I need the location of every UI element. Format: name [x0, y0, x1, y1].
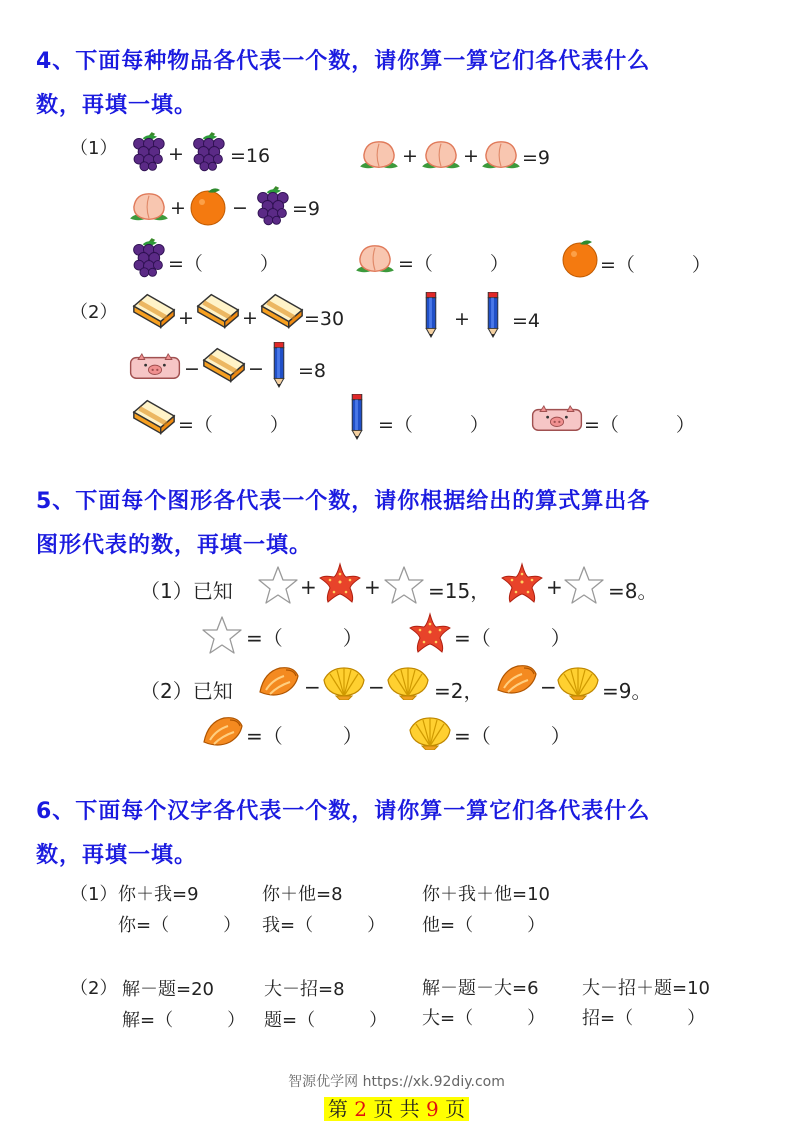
q4-p1-answer-peach[interactable]: =（ ） [398, 253, 509, 275]
q4-title-line1: 4、下面每种物品各代表一个数，请你算一算它们各代表什么 [36, 49, 651, 74]
peach-icon [356, 138, 402, 172]
q4-p2-eq3-op2: − [248, 358, 264, 380]
peach-icon [126, 190, 172, 224]
q4-p1-eq3-result: =9 [292, 198, 321, 220]
q4-p1-answer-grape[interactable]: =（ ） [168, 253, 279, 275]
starfish-icon [500, 562, 544, 604]
star-outline-icon [256, 564, 300, 606]
q4-p1-eq2-op2: + [463, 145, 479, 167]
q4-p2-answer-eraser[interactable]: =（ ） [178, 414, 289, 436]
q4-p1-eq1-result: =16 [230, 145, 271, 167]
conch-shell-icon [494, 660, 540, 698]
q4-p1-eq3-op1: + [170, 197, 186, 219]
q4-p1-eq2-op1: + [402, 145, 418, 167]
q5-title-line2: 图形代表的数，再填一填。 [36, 533, 313, 558]
scallop-shell-icon [320, 664, 368, 700]
starfish-icon [318, 562, 362, 604]
peach-icon [418, 138, 464, 172]
q6-p1-eq3: 你＋我＋他=10 [422, 884, 550, 905]
q6-title-line1: 6、下面每个汉字各代表一个数，请你算一算它们各代表什么 [36, 799, 651, 824]
q6-p2-label: （2） [70, 978, 118, 999]
orange-icon [188, 186, 228, 226]
footer-site: 智源优学网 https://xk.92diy.com [288, 1074, 505, 1090]
q4-p2-eq2-op1: + [454, 308, 470, 330]
grape-icon [130, 130, 166, 172]
grape-icon [130, 236, 166, 278]
eraser-icon [258, 292, 306, 330]
q4-p1-eq3-op2: − [232, 197, 248, 219]
scallop-shell-icon [384, 664, 432, 700]
q4-title-line2: 数，再填一填。 [36, 93, 198, 118]
pig-pencil-box-icon [530, 404, 584, 434]
q5-p1-prefix: （1）已知 [140, 579, 233, 603]
q5-p2-result1: =2， [434, 679, 484, 703]
q5-p1-answer-star[interactable]: =（ ） [246, 626, 363, 650]
conch-shell-icon [256, 662, 302, 700]
q4-p2-eq2-result: =4 [512, 310, 541, 332]
q5-p2-op3: − [540, 675, 557, 699]
q6-p2-answer-3[interactable]: 大=（ ） [422, 1008, 546, 1029]
star-outline-icon [382, 564, 426, 606]
q5-p2-answer-conch[interactable]: =（ ） [246, 724, 363, 748]
eraser-icon [200, 346, 248, 384]
pencil-icon [272, 342, 286, 388]
eraser-icon [130, 292, 178, 330]
q4-p2-eq3-result: =8 [298, 360, 327, 382]
pig-pencil-box-icon [128, 352, 182, 382]
q5-p2-answer-shell[interactable]: =（ ） [454, 724, 571, 748]
star-outline-icon [562, 564, 606, 606]
conch-shell-icon [200, 712, 246, 750]
scallop-shell-icon [554, 664, 602, 700]
q6-p2-answer-4[interactable]: 招=（ ） [582, 1008, 706, 1029]
star-outline-icon [200, 614, 244, 656]
eraser-icon [194, 292, 242, 330]
q5-p1-op2: + [364, 575, 381, 599]
q5-p1-result1: =15， [428, 579, 491, 603]
q5-title-line1: 5、下面每个图形各代表一个数，请你根据给出的算式算出各 [36, 489, 651, 514]
q6-p1-eq1: 你＋我=9 [118, 884, 199, 905]
q4-p2-eq1-result: =30 [304, 308, 345, 330]
q4-p2-answer-box[interactable]: =（ ） [584, 414, 695, 436]
q4-p2-label: （2） [70, 302, 118, 323]
q4-p1-label: （1） [70, 138, 118, 159]
page-pre: 第 [327, 1097, 348, 1121]
page-indicator [0, 1093, 793, 1122]
q6-p2-eq3: 解－题－大=6 [422, 978, 539, 999]
q5-p2-op1: − [304, 675, 321, 699]
q5-p1-op1: + [300, 575, 317, 599]
q5-p2-prefix: （2）已知 [140, 679, 233, 703]
q6-p2-eq2: 大－招=8 [264, 979, 345, 1000]
peach-icon [478, 138, 524, 172]
q4-p2-answer-pencil[interactable]: =（ ） [378, 414, 489, 436]
eraser-icon [130, 398, 178, 436]
q4-p2-eq1-op1: + [178, 307, 194, 329]
q6-p2-eq4: 大－招＋题=10 [582, 978, 710, 999]
page-post: 页 [445, 1097, 466, 1121]
q6-p1-answer-1[interactable]: 你=（ ） [118, 915, 242, 936]
peach-icon [352, 242, 398, 276]
grape-icon [254, 184, 290, 226]
pencil-icon [350, 394, 364, 440]
q4-p2-eq1-op2: + [242, 307, 258, 329]
q4-p1-eq1-op1: + [168, 143, 184, 165]
q5-p1-answer-starfish[interactable]: =（ ） [454, 626, 571, 650]
pencil-icon [424, 292, 438, 338]
q5-p1-result2: =8。 [608, 579, 658, 603]
q6-p1-label: （1） [70, 884, 118, 905]
q5-p2-op2: − [368, 675, 385, 699]
q4-p1-eq2-result: =9 [522, 147, 551, 169]
page-mid: 页 共 [373, 1097, 420, 1121]
scallop-shell-icon [406, 714, 454, 750]
pencil-icon [486, 292, 500, 338]
q6-p2-answer-1[interactable]: 解=（ ） [122, 1010, 246, 1031]
q6-title-line2: 数，再填一填。 [36, 843, 198, 868]
q5-p1-op3: + [546, 575, 563, 599]
starfish-icon [408, 612, 452, 654]
orange-icon [560, 238, 600, 278]
q6-p2-eq1: 解－题=20 [122, 979, 214, 1000]
q4-p1-answer-orange[interactable]: =（ ） [600, 254, 711, 276]
page-current: 2 [354, 1097, 367, 1121]
q6-p2-answer-2[interactable]: 题=（ ） [264, 1010, 388, 1031]
q6-p1-eq2: 你＋他=8 [262, 884, 343, 905]
grape-icon [190, 130, 226, 172]
q4-p2-eq3-op1: − [184, 358, 200, 380]
q6-p1-answer-3[interactable]: 他=（ ） [422, 915, 546, 936]
q6-p1-answer-2[interactable]: 我=（ ） [262, 915, 386, 936]
page-total: 9 [426, 1097, 439, 1121]
q5-p2-result2: =9。 [602, 679, 652, 703]
